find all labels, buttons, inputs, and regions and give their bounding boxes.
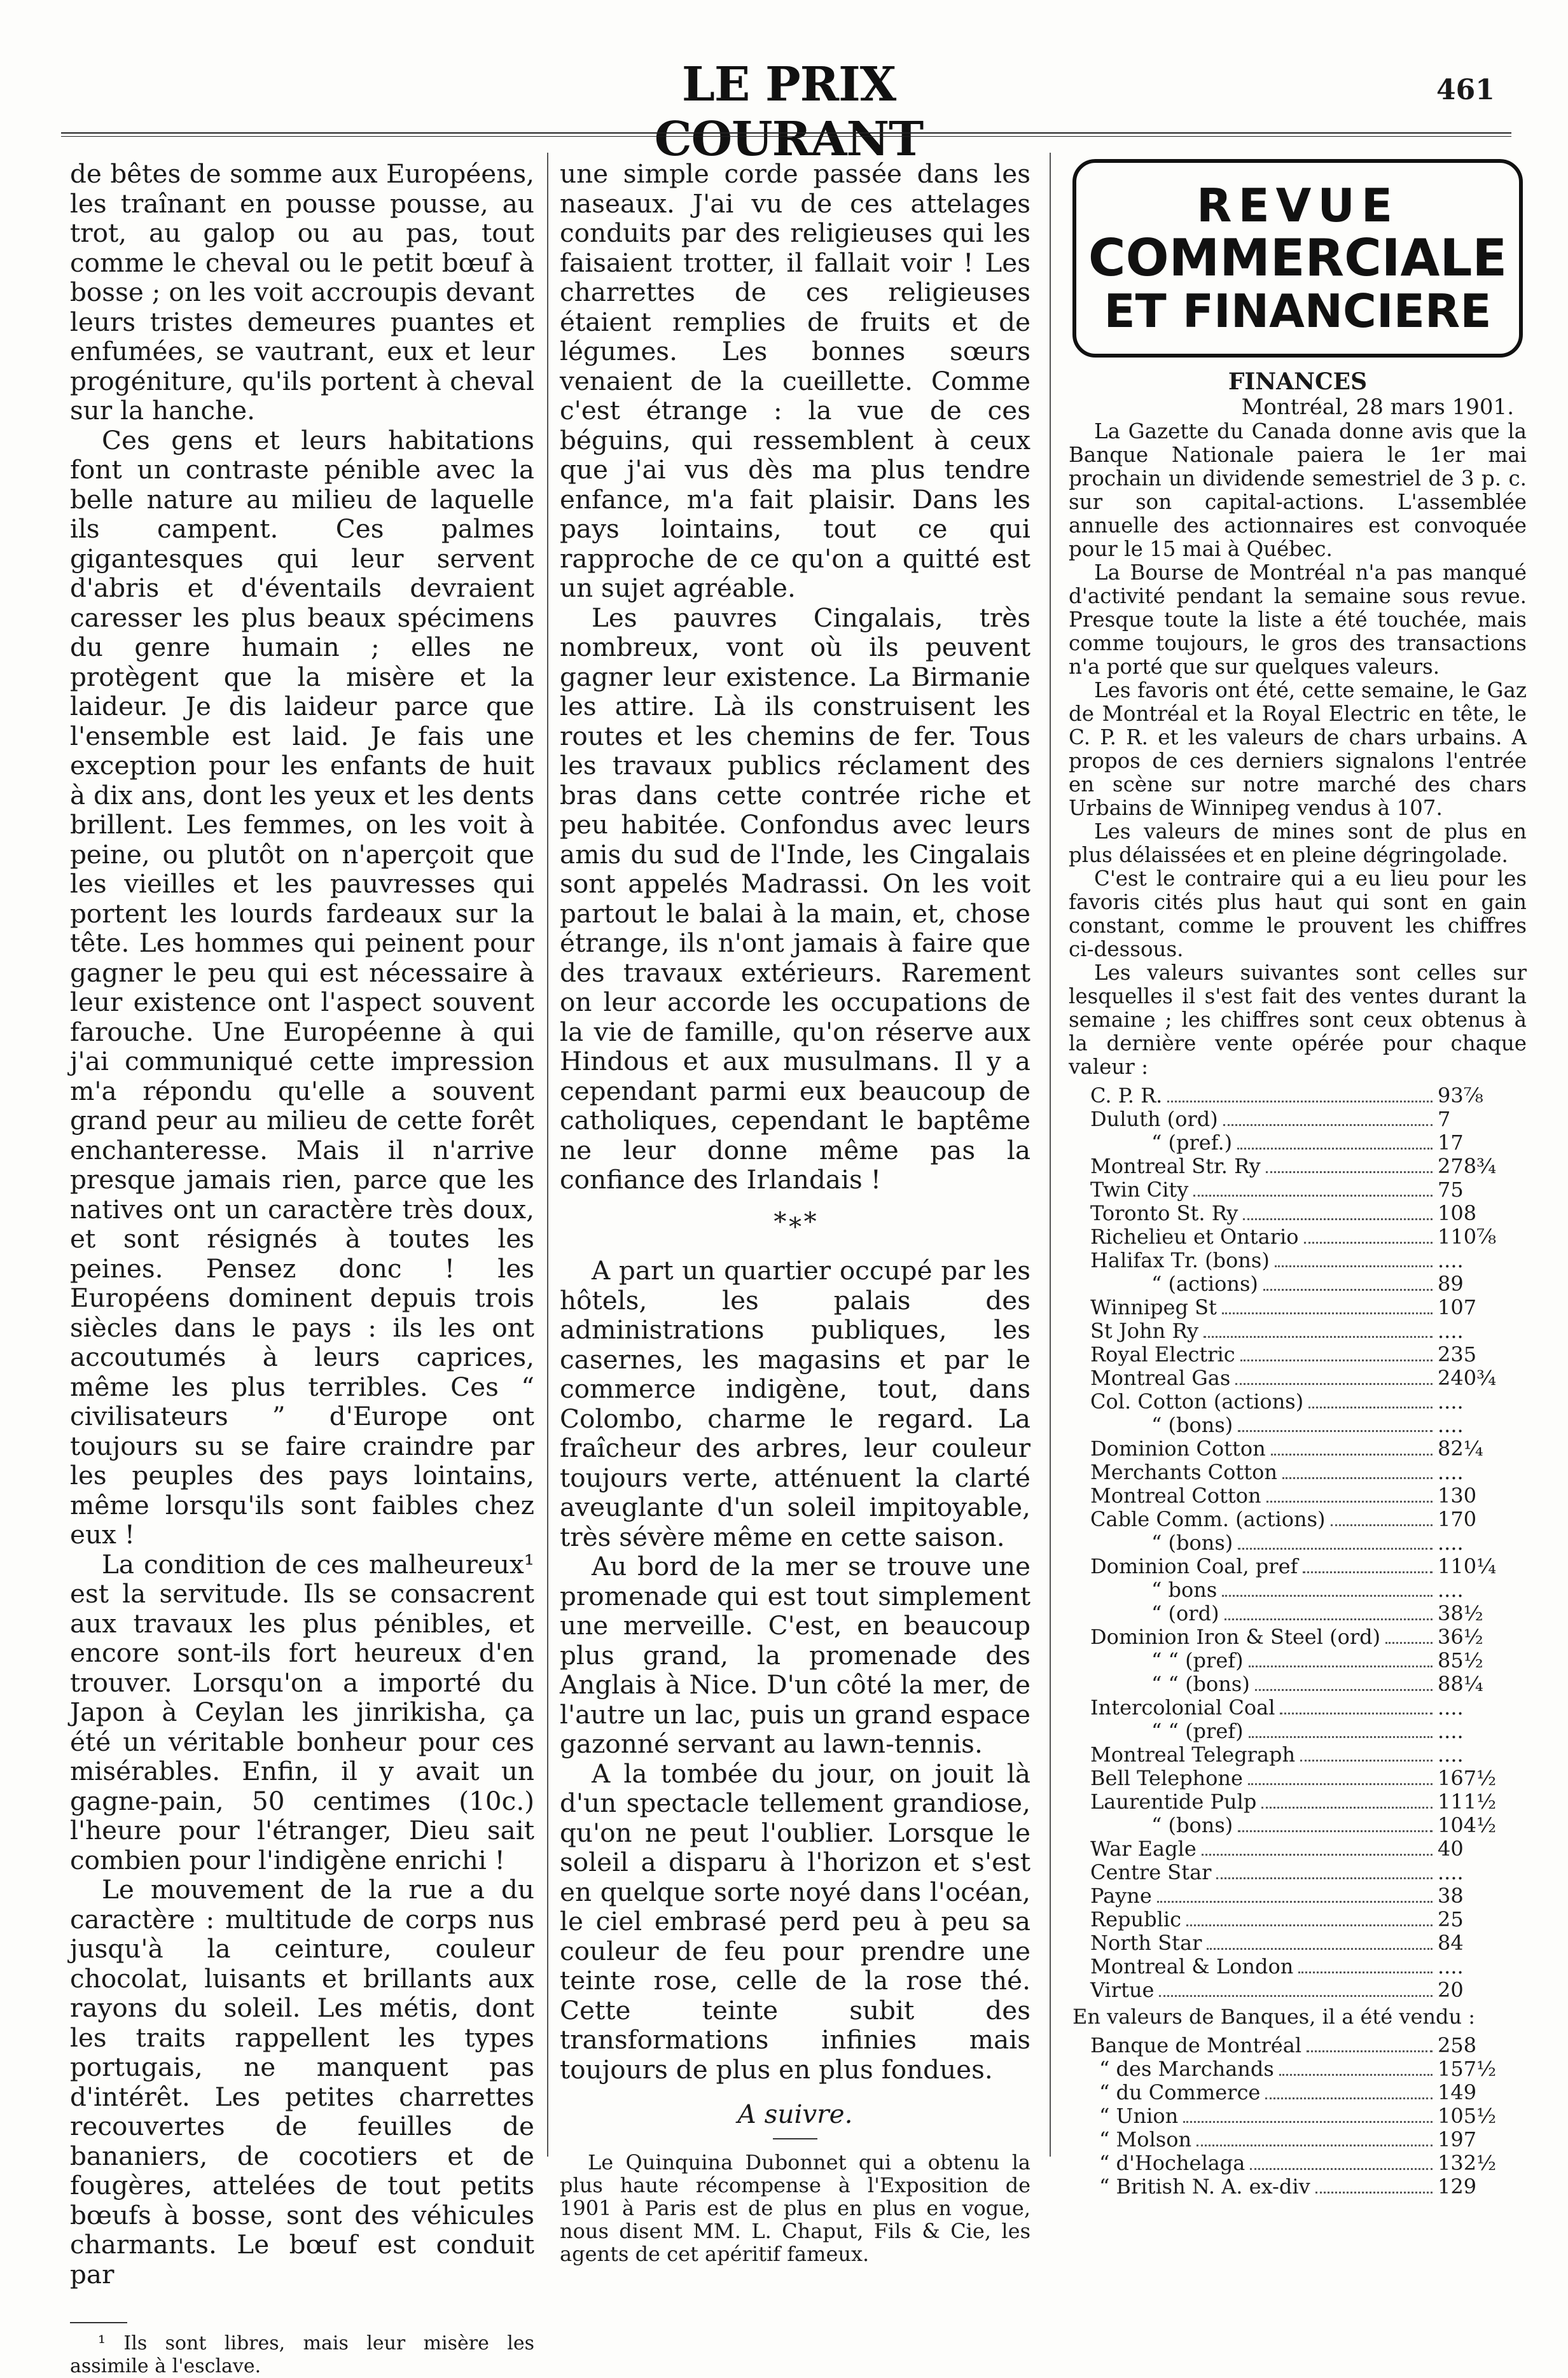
bank-stock-row <box>1069 2128 1527 2152</box>
stock-value: 7 <box>1438 1107 1451 1131</box>
leader-dots <box>1266 1171 1433 1173</box>
stock-value: 167½ <box>1438 1766 1497 1790</box>
stock-row <box>1069 1696 1527 1720</box>
leader-dots <box>1280 1713 1433 1714</box>
stock-row <box>1069 1084 1527 1108</box>
stock-value: 110¼ <box>1438 1554 1497 1578</box>
stock-row <box>1069 1861 1527 1884</box>
stock-value: .... <box>1438 1413 1464 1437</box>
stock-name: North Star <box>1090 1931 1202 1955</box>
stock-row <box>1069 1131 1527 1155</box>
leader-dots <box>1250 2168 1433 2170</box>
leader-dots <box>1237 1148 1433 1150</box>
leader-dots <box>1298 1971 1433 1973</box>
stock-value: .... <box>1438 1860 1464 1884</box>
bank-stock-row <box>1069 2081 1527 2104</box>
leader-dots <box>1300 1760 1433 1762</box>
stock-name: “ Molson <box>1099 2127 1192 2152</box>
paragraph: Les valeurs suivantes sont celles sur lesquelles il s'est fait des ventes durant la semaine ; les chiffres sont ceux obtenus à la dernière vente opérée pour chaque valeur : <box>1069 961 1527 1079</box>
stock-name: Duluth (ord) <box>1090 1107 1218 1131</box>
stock-name: “ “ (pref) <box>1151 1648 1244 1672</box>
stock-value: 82¼ <box>1438 1436 1483 1461</box>
stock-value: 157½ <box>1438 2057 1497 2081</box>
stock-name: Montreal Gas <box>1090 1366 1231 1390</box>
stock-value: 235 <box>1438 1342 1477 1366</box>
stock-name: Cable Comm. (actions) <box>1090 1507 1326 1531</box>
stock-name: Montreal & London <box>1090 1954 1294 1978</box>
stock-name: Montreal Cotton <box>1090 1484 1261 1508</box>
column-divider <box>1050 153 1051 2157</box>
leader-dots <box>1204 1336 1433 1338</box>
stock-value: 88¼ <box>1438 1672 1483 1696</box>
leader-dots <box>1186 1924 1433 1926</box>
stock-value: .... <box>1438 1248 1464 1272</box>
stock-name: “ Union <box>1099 2104 1179 2128</box>
stock-value: 132½ <box>1438 2151 1497 2175</box>
stock-row <box>1069 1272 1527 1296</box>
stock-name: “ British N. A. ex-div <box>1099 2174 1310 2199</box>
paragraph: Au bord de la mer se trouve une promenade qui est tout simplement une merveille. C'est, en beaucoup plus grand, la promenade des Anglais à Nice. D'un côté la mer, de l'autre un lac, puis un grand espace gazonné servant au lawn-tennis. <box>560 1551 1030 1759</box>
stock-value: 130 <box>1438 1484 1477 1508</box>
leader-dots <box>1385 1642 1433 1644</box>
leader-dots <box>1249 1665 1433 1667</box>
bank-stock-list <box>1069 2034 1527 2199</box>
stock-value: 85½ <box>1438 1648 1483 1672</box>
leader-dots <box>1235 1383 1433 1385</box>
stock-row <box>1069 1484 1527 1508</box>
stock-row <box>1069 1908 1527 1931</box>
stock-value: .... <box>1438 1578 1464 1602</box>
stock-row <box>1069 1625 1527 1649</box>
stock-name: “ bons <box>1151 1578 1218 1602</box>
stock-value: .... <box>1438 1460 1464 1484</box>
stock-name: Montreal Telegraph <box>1090 1742 1296 1767</box>
stock-row <box>1069 1155 1527 1178</box>
paragraph: A part un quartier occupé par les hôtels, les palais des administrations publiques, les casernes, les magasins et par le commerce indigène, tout, dans Colombo, charme le regard. La fraîcheur des arbres, leur couleur toujours verte, atténuent la clarté aveuglante d'un soleil impitoyable, très sévère même en cette saison. <box>560 1255 1030 1552</box>
paragraph: C'est le contraire qui a eu lieu pour les favoris cités plus haut qui sont en gain constant, comme le prouvent les chiffres ci-dessous. <box>1069 866 1527 961</box>
section-title-box <box>1072 159 1523 358</box>
section-title-line: ET FINANCIERE <box>1104 284 1492 338</box>
stock-row <box>1069 1202 1527 1225</box>
section-title-line: COMMERCIALE <box>1088 228 1508 288</box>
stock-row <box>1069 1884 1527 1908</box>
stock-row <box>1069 1837 1527 1861</box>
leader-dots <box>1279 2074 1433 2076</box>
stock-row <box>1069 1366 1527 1390</box>
stock-name: Royal Electric <box>1090 1342 1235 1366</box>
stock-name: Payne <box>1090 1884 1152 1908</box>
stock-name: Banque de Montréal <box>1090 2033 1302 2057</box>
stock-name: Intercolonial Coal <box>1090 1695 1275 1720</box>
stock-row <box>1069 1790 1527 1814</box>
stock-value: 149 <box>1438 2080 1477 2104</box>
leader-dots <box>1157 1901 1433 1903</box>
stock-name: Dominion Coal, pref <box>1090 1554 1298 1578</box>
stock-value: 104½ <box>1438 1813 1497 1837</box>
stock-value: .... <box>1438 1719 1464 1743</box>
stock-value: 20 <box>1438 1978 1464 2002</box>
stock-value: 93⅞ <box>1438 1083 1483 1108</box>
leader-dots <box>1238 1830 1433 1832</box>
stock-row <box>1069 1390 1527 1414</box>
stock-row <box>1069 1249 1527 1272</box>
stock-row <box>1069 1720 1527 1743</box>
stock-value: 89 <box>1438 1272 1464 1296</box>
stock-value: 107 <box>1438 1295 1477 1319</box>
stock-name: Laurentide Pulp <box>1090 1790 1257 1814</box>
leader-dots <box>1225 1618 1433 1620</box>
paragraph: Le mouvement de la rue a du caractère : multitude de corps nus jusqu'à la ceinture, couleur chocolat, luisants et brillants aux rayons du soleil. Les métis, dont les traits rappellent les types portugais, ne manquent pas d'intérêt. Les petites charrettes recouvertes de feuilles de bananiers, de cocotiers et de fougères, attelées de tout petits bœufs à bosse, sont des véhicules charmants. Le bœuf est conduit par <box>70 1874 534 2290</box>
stock-name: “ (ord) <box>1151 1601 1219 1625</box>
stock-value: .... <box>1438 1531 1464 1555</box>
stock-name: C. P. R. <box>1090 1083 1163 1108</box>
stock-row <box>1069 1178 1527 1202</box>
stock-name: Republic <box>1090 1907 1181 1931</box>
stock-name: “ “ (pref) <box>1151 1719 1244 1743</box>
page-number: 461 <box>1436 74 1495 106</box>
stock-name: “ du Commerce <box>1099 2080 1261 2104</box>
stock-value: 38 <box>1438 1884 1464 1908</box>
leader-dots <box>1308 1407 1433 1408</box>
stock-name: Twin City <box>1090 1178 1189 1202</box>
paragraph: de bêtes de somme aux Européens, les traînant en pousse pousse, au trot, au galop ou au pas, tout comme le cheval ou le petit bœuf à bosse ; on les voit accroupis devant leurs tristes demeures puantes et enfumées, se vautrant, eux et leur progéniture, qu'ils portent à cheval sur la hanche. <box>70 158 534 426</box>
leader-dots <box>1266 1501 1433 1503</box>
section-title-line: REVUE <box>1197 179 1399 232</box>
stock-row <box>1069 1343 1527 1366</box>
stock-row <box>1069 1602 1527 1625</box>
leader-dots <box>1207 1948 1433 1950</box>
stock-name: St John Ry <box>1090 1319 1199 1343</box>
stock-value: 36½ <box>1438 1625 1483 1649</box>
column-divider <box>547 153 548 2157</box>
leader-dots <box>1193 1195 1433 1197</box>
stock-row <box>1069 1225 1527 1249</box>
stock-value: 129 <box>1438 2174 1477 2199</box>
stock-value: 84 <box>1438 1931 1464 1955</box>
leader-dots <box>1265 2097 1433 2099</box>
masthead <box>0 57 1568 167</box>
bank-stock-row <box>1069 2175 1527 2199</box>
stock-name: Merchants Cotton <box>1090 1460 1278 1484</box>
stock-row <box>1069 1555 1527 1578</box>
finances-text <box>1069 420 1527 1079</box>
leader-dots <box>1303 1571 1433 1573</box>
stock-value: .... <box>1438 1954 1464 1978</box>
leader-dots <box>1238 1430 1433 1432</box>
stock-list <box>1069 1084 1527 2002</box>
advertisement-note <box>560 2151 1030 2265</box>
leader-dots <box>1282 1477 1433 1479</box>
paragraph: Les favoris ont été, cette semaine, le Gaz de Montréal et la Royal Electric en tête, le C. P. R. et les valeurs de chars urbains. A propos de ces derniers signalons l'entrée en scène sur notre marché des chars Urbains de Winnipeg vendus à 107. <box>1069 678 1527 820</box>
stock-row <box>1069 1296 1527 1319</box>
stock-value: 111½ <box>1438 1790 1497 1814</box>
leader-dots <box>1263 1289 1433 1291</box>
bank-stock-row <box>1069 2034 1527 2057</box>
paragraph: A la tombée du jour, on jouit là d'un spectacle tellement grandiose, qu'on ne peut l'oublier. Lorsque le soleil a disparu à l'horizon et s'est en quelque sorte noyé dans l'océan, le ciel embrasé perd peu à peu sa couleur de feu pour prendre une teinte rose, celle de la rose thé. Cette teinte subit des transformations infinies mais toujours de plus en plus fondues. <box>560 1758 1030 2085</box>
short-rule <box>773 2138 817 2139</box>
paragraph: Ces gens et leurs habitations font un contraste pénible avec la belle nature au milieu de laquelle ils campent. Ces palmes gigantesques qui leur servent d'abris et d'éventails devraient caresser les plus beaux spécimens du genre humain ; elles ne protègent que la misère et la laideur. Je dis laideur parce que l'ensemble est laid. Je fais une exception pour les enfants de huit à dix ans, dont les yeux et les dents brillent. Les femmes, on les voit à peine, ou plutôt on n'aperçoit que les vieilles et les pauvresses qui portent les lourds fardeaux sur la tête. Les hommes qui peinent pour gagner le peu qui est nécessaire à leur existence ont l'aspect souvent farouche. Une Européenne à qui j'ai communiqué cette impression m'a répondu qu'elle a souvent grand peur au milieu de cette forêt enchanteresse. Mais il n'arrive presque jamais rien, parce que les natives ont un caractère très doux, et sont résignés à toutes les peines. Pensez donc ! les Européens dominent depuis trois siècles dans le pays : ils les ont accoutumés à leurs caprices, même les plus terribles. Ces “ civilisateurs ” d'Europe ont toujours su se faire craindre par les peuples des pays lointains, même lorsqu'ils sont faibles chez eux ! <box>70 424 534 1550</box>
stock-name: Col. Cotton (actions) <box>1090 1389 1304 1414</box>
stock-row <box>1069 1578 1527 1602</box>
stock-row <box>1069 1437 1527 1461</box>
stock-value: 105½ <box>1438 2104 1497 2128</box>
bank-stock-row <box>1069 2057 1527 2081</box>
leader-dots <box>1261 1807 1433 1809</box>
stock-value: 40 <box>1438 1837 1464 1861</box>
leader-dots <box>1249 1736 1433 1738</box>
leader-dots <box>1331 1524 1433 1526</box>
stock-value: 240¾ <box>1438 1366 1497 1390</box>
leader-dots <box>1307 2050 1433 2052</box>
stock-name: “ (bons) <box>1151 1413 1233 1437</box>
leader-dots <box>1255 1689 1433 1691</box>
stock-name: Virtue <box>1090 1978 1155 2002</box>
stock-name: “ d'Hochelaga <box>1099 2151 1245 2175</box>
stock-value: 197 <box>1438 2127 1477 2152</box>
stock-name: “ des Marchands <box>1099 2057 1274 2081</box>
leader-dots <box>1167 1101 1433 1102</box>
paragraph: La Bourse de Montréal n'a pas manqué d'activité pendant la semaine sous revue. Presque toute la liste a été touchée, mais comme toujours, le gros des transactions n'a porté que sur quelques valeurs. <box>1069 560 1527 679</box>
section-separator: *∗* <box>774 1207 817 1237</box>
stock-value: .... <box>1438 1319 1464 1343</box>
leader-dots <box>1216 1877 1433 1879</box>
leader-dots <box>1243 1218 1433 1220</box>
leader-dots <box>1197 2145 1433 2146</box>
stock-name: “ (pref.) <box>1151 1130 1233 1155</box>
stock-value: .... <box>1438 1695 1464 1720</box>
stock-value: 108 <box>1438 1201 1477 1225</box>
stock-row <box>1069 1461 1527 1484</box>
stock-value: 110⅞ <box>1438 1225 1497 1249</box>
stock-name: Dominion Cotton <box>1090 1436 1266 1461</box>
stock-name: Richelieu et Ontario <box>1090 1225 1299 1249</box>
stock-name: Halifax Tr. (bons) <box>1090 1248 1270 1272</box>
stock-value: 75 <box>1438 1178 1464 1202</box>
column-1 <box>70 159 534 2378</box>
stock-name: “ “ (bons) <box>1151 1672 1250 1696</box>
stock-row <box>1069 1814 1527 1837</box>
stock-name: “ (actions) <box>1151 1272 1258 1296</box>
dateline: Montréal, 28 mars 1901. <box>1241 394 1514 420</box>
leader-dots <box>1315 2192 1433 2194</box>
leader-dots <box>1275 1265 1433 1267</box>
stock-value: .... <box>1438 1389 1464 1414</box>
leader-dots <box>1159 1995 1433 1997</box>
stock-row <box>1069 1767 1527 1790</box>
leader-dots <box>1222 1312 1433 1314</box>
stock-value: 38½ <box>1438 1601 1483 1625</box>
stock-name: “ (bons) <box>1151 1531 1233 1555</box>
stock-value: 278¾ <box>1438 1154 1497 1178</box>
leader-dots <box>1248 1783 1433 1785</box>
stock-row <box>1069 1108 1527 1131</box>
stock-row <box>1069 1508 1527 1531</box>
column-2 <box>560 159 1030 2265</box>
stock-name: Montreal Str. Ry <box>1090 1154 1261 1178</box>
paragraph: La condition de ces malheureux¹ est la servitude. Ils se consacrent aux travaux les plus pénibles, et encore sont-ils fort heureux d'en trouver. Lorsqu'on a importé du Japon à Ceylan les jinrikisha, ça été un véritable bonheur pour ces misérables. Enfin, il y avait un gagne-pain, 50 centimes (10c.) l'heure pour l'étranger, Dieu sait combien pour l'indigène enrichi ! <box>70 1548 534 1875</box>
stock-row <box>1069 1978 1527 2002</box>
paragraph: une simple corde passée dans les naseaux. J'ai vu de ces attelages conduits par des religieuses qui les faisaient trotter, il fallait voir ! Les charrettes de ces religieuses étaient remplies de fruits et de légumes. Les bonnes sœurs venaient de la cueillette. Comme c'est étrange : la vue de ces béguins, qui ressemblent à ceux que j'ai vus dès ma plus tendre enfance, m'a fait plaisir. Dans les pays lointains, tout ce qui rapproche de ce qu'on a quitté est un sujet agréable. <box>560 158 1030 603</box>
leader-dots <box>1183 2121 1433 2123</box>
paragraph: Les pauvres Cingalais, très nombreux, vont où ils peuvent gagner leur existence. La Birmanie les attire. Là ils construisent les routes et les chemins de fer. Tous les travaux publics réclament des bras dans cette contrée riche et peu habitée. Confondus avec leurs amis du sud de l'Inde, les Cingalais sont appelés Madrassi. On les voit partout le balai à la main, et, chose étrange, ils n'ont jamais à faire que des travaux extérieurs. Rarement on leur accorde les occupations de la vie de famille, qu'on réserve aux Hindous et aux musulmans. Il y a cependant parmi eux beaucoup de catholiques, cependant le baptême ne leur donne même pas la confiance des Irlandais ! <box>560 602 1030 1195</box>
stock-name: Dominion Iron & Steel (ord) <box>1090 1625 1381 1649</box>
footnote: ¹ Ils sont libres, mais leur misère les assimile à l'esclave. <box>70 2332 534 2377</box>
banks-heading: En valeurs de Banques, il a été vendu : <box>1072 2005 1476 2029</box>
stock-name: “ (bons) <box>1151 1813 1233 1837</box>
masthead-title: LE PRIX COURANT <box>654 57 924 167</box>
stock-value: 170 <box>1438 1507 1477 1531</box>
paragraph: La Gazette du Canada donne avis que la Banque Nationale paiera le 1er mai prochain un dividende semestriel de 3 p. c. sur son capital-actions. L'assemblée annuelle des actionnaires est convoquée pour le 15 mai à Québec. <box>1069 419 1527 561</box>
stock-row <box>1069 1672 1527 1696</box>
stock-row <box>1069 1649 1527 1672</box>
stock-value: 25 <box>1438 1907 1464 1931</box>
bank-stock-row <box>1069 2152 1527 2175</box>
to-be-continued: A suivre. <box>737 2099 853 2129</box>
stock-row <box>1069 1955 1527 1978</box>
stock-row <box>1069 1414 1527 1437</box>
footnote-rule <box>70 2322 127 2323</box>
bank-stock-row <box>1069 2104 1527 2128</box>
stock-name: Winnipeg St <box>1090 1295 1217 1319</box>
stock-row <box>1069 1931 1527 1955</box>
leader-dots <box>1202 1854 1433 1856</box>
paragraph: Les valeurs de mines sont de plus en plus délaissées et en pleine dégringolade. <box>1069 819 1527 867</box>
advertisement-text: Le Quinquina Dubonnet qui a obtenu la plus haute récompense à l'Exposition de 1901 à Paris est de plus en plus en vogue, nous disent MM. L. Chaput, Fils & Cie, les agents de cet apéritif fameux. <box>560 2150 1030 2266</box>
stock-name: Centre Star <box>1090 1860 1212 1884</box>
stock-row <box>1069 1531 1527 1555</box>
leader-dots <box>1223 1124 1433 1126</box>
leader-dots <box>1240 1359 1433 1361</box>
leader-dots <box>1222 1595 1433 1597</box>
header-rule <box>61 132 1511 137</box>
column-3 <box>1069 159 1527 2199</box>
stock-row <box>1069 1319 1527 1343</box>
stock-value: 17 <box>1438 1130 1464 1155</box>
stock-value: .... <box>1438 1742 1464 1767</box>
leader-dots <box>1238 1548 1433 1550</box>
stock-name: Bell Telephone <box>1090 1766 1243 1790</box>
leader-dots <box>1271 1454 1433 1456</box>
stock-row <box>1069 1743 1527 1767</box>
stock-name: War Eagle <box>1090 1837 1197 1861</box>
finances-heading: FINANCES <box>1228 368 1368 395</box>
stock-value: 258 <box>1438 2033 1477 2057</box>
leader-dots <box>1304 1242 1433 1244</box>
stock-name: Toronto St. Ry <box>1090 1201 1238 1225</box>
